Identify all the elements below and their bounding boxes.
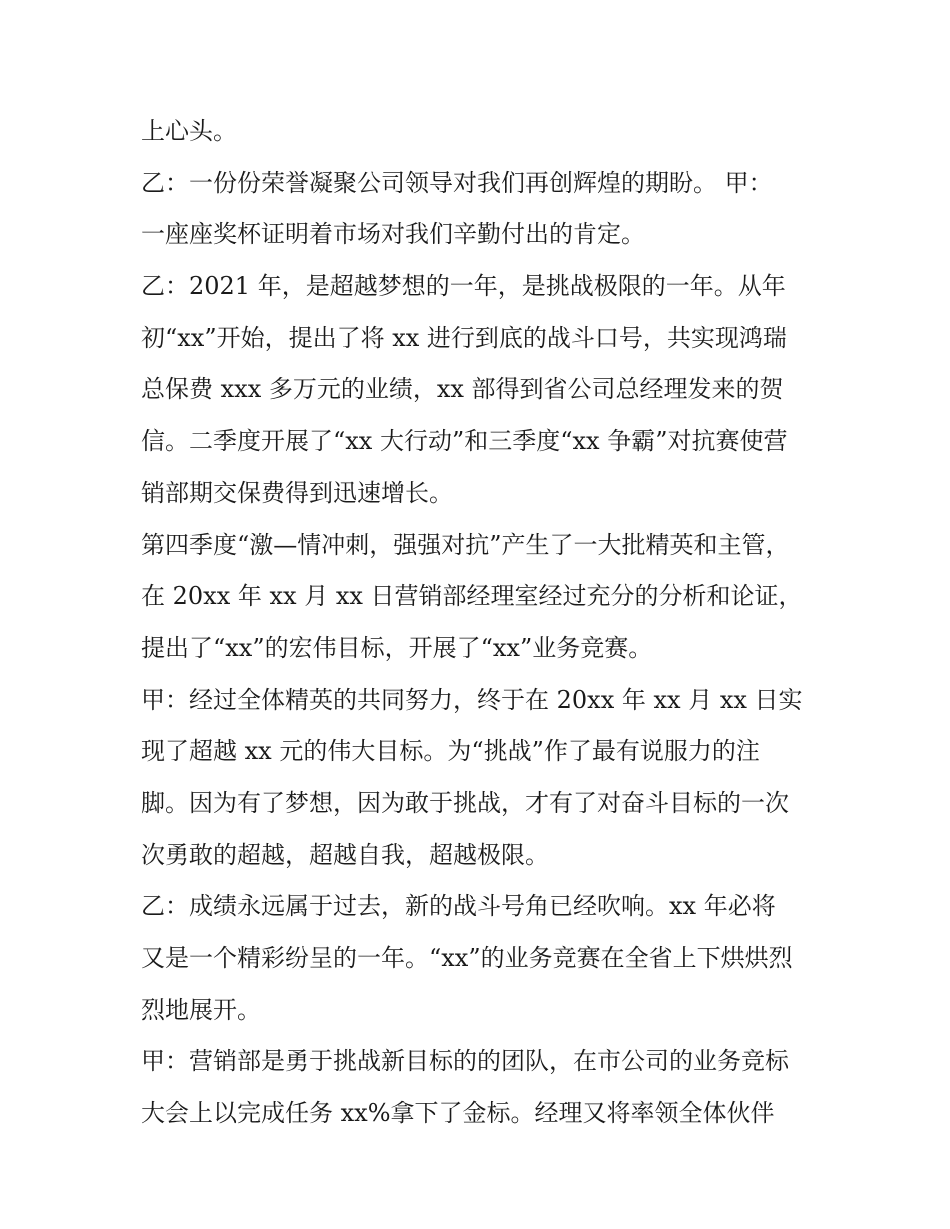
text-line: 次勇敢的超越，超越自我，超越极限。: [141, 840, 549, 869]
text-line: 现了超越 xx 元的伟大目标。为“挑战”作了最有说服力的注: [141, 737, 760, 766]
text-line: 信。二季度开展了“xx 大行动”和三季度“xx 争霸”对抗赛使营: [141, 427, 788, 456]
text-line: 又是一个精彩纷呈的一年。“xx”的业务竞赛在全省上下烘烘烈: [141, 944, 793, 972]
text-line: 在 20xx 年 xx 月 xx 日营销部经理室经过充分的分析和论证，: [141, 582, 803, 611]
text-line: 销部期交保费得到迅速增长。: [141, 478, 453, 507]
text-line: 提出了“xx”的宏伟目标，开展了“xx”业务竞赛。: [141, 633, 653, 662]
text-line: 一座座奖杯证明着市场对我们辛勤付出的肯定。: [141, 220, 645, 249]
text-line: 第四季度“激—情冲刺，强强对抗”产生了一大批精英和主管，: [141, 530, 790, 559]
text-line: 烈地展开。: [141, 995, 261, 1024]
text-line: 乙：一份份荣誉凝聚公司领导对我们再创辉煌的期盼。 甲：: [141, 168, 773, 197]
text-line: 乙：2021 年，是超越梦想的一年，是挑战极限的一年。从年: [141, 272, 786, 301]
text-line: 甲：营销部是勇于挑战新目标的的团队，在市公司的业务竞标: [141, 1047, 789, 1076]
document-body: [141, 106, 821, 1140]
text-line: 初“xx”开始，提出了将 xx 进行到底的战斗口号，共实现鸿瑞: [141, 323, 787, 352]
text-line: 大会上以完成任务 xx%拿下了金标。经理又将率领全体伙伴: [141, 1099, 775, 1128]
text-line: 乙：成绩永远属于过去，新的战斗号角已经吹响。xx 年必将: [141, 892, 776, 921]
text-line: 上心头。: [141, 117, 237, 145]
text-line: 总保费 xxx 多万元的业绩，xx 部得到省公司总经理发来的贺: [141, 375, 784, 404]
text-line: 脚。因为有了梦想，因为敢于挑战，才有了对奋斗目标的一次: [141, 788, 789, 817]
text-line: 甲：经过全体精英的共同努力，终于在 20xx 年 xx 月 xx 日实: [141, 685, 803, 714]
